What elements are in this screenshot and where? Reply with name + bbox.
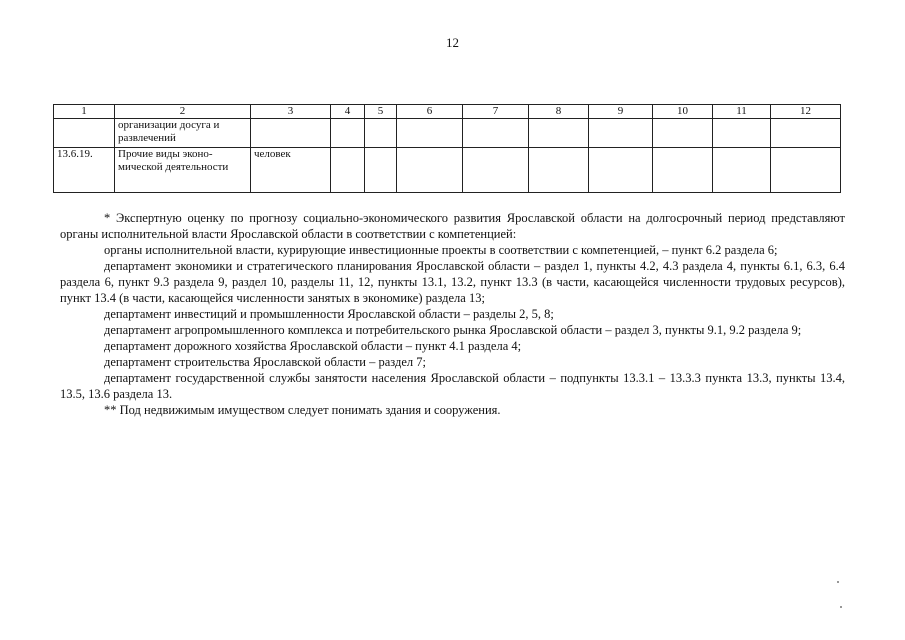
row-name: организации досуга и развлечений [115, 119, 251, 148]
table-cell [397, 148, 463, 193]
table-cell [589, 119, 653, 148]
table-cell [397, 119, 463, 148]
scan-speck [840, 606, 842, 608]
row-code [54, 119, 115, 148]
footnote-item: департамент инвестиций и промышленности Ярославской области – разделы 2, 5, 8; [104, 307, 554, 321]
table-cell [331, 148, 365, 193]
table-cell [463, 119, 529, 148]
page-number: 12 [446, 35, 459, 50]
table-cell [713, 148, 771, 193]
column-header: 5 [365, 105, 397, 119]
column-header: 2 [115, 105, 251, 119]
column-header: 7 [463, 105, 529, 119]
table-cell [463, 148, 529, 193]
data-table [53, 104, 841, 193]
table-cell [529, 119, 589, 148]
footnote-item: департамент дорожного хозяйства Ярославской области – пункт 4.1 раздела 4; [104, 339, 522, 353]
table-cell [365, 119, 397, 148]
footnote-expert-assessment: * Экспертную оценку по прогнозу социально-экономического развития Ярославской области на долгосрочный период представляют органы исполнительной власти Ярославской области в соответствии с компетенцией: [60, 211, 845, 241]
table-cell [713, 119, 771, 148]
row-unit: человек [251, 148, 331, 193]
column-header: 6 [397, 105, 463, 119]
table-header-row [54, 105, 841, 119]
table-cell [771, 119, 841, 148]
row-unit [251, 119, 331, 148]
table-cell [331, 119, 365, 148]
footnote-real-estate: ** Под недвижимым имуществом следует понимать здания и сооружения. [104, 403, 501, 417]
row-name: Прочие виды экономической деятельности [115, 148, 251, 193]
table-cell [653, 148, 713, 193]
footnotes [60, 210, 845, 418]
table-cell [589, 148, 653, 193]
column-header: 1 [54, 105, 115, 119]
footnote-item: департамент экономики и стратегического планирования Ярославской области – раздел 1, пункты 4.2, 4.3 раздела 4, пункты 6.1, 6.3, 6.4 раздела 6, пункт 9.3 раздела 9, раздел 10, разделы 11, 12, пункты 13.1, 13.2, пункт 13.3 (в части, касающейся численности трудовых ресурсов), пункт 13.4 (в части, касающейся численности занятых в экономике) раздела 13; [60, 259, 845, 305]
table-cell [771, 148, 841, 193]
column-header: 12 [771, 105, 841, 119]
table-row [54, 148, 841, 193]
column-header: 10 [653, 105, 713, 119]
column-header: 8 [529, 105, 589, 119]
column-header: 11 [713, 105, 771, 119]
table-cell [365, 148, 397, 193]
table-cell [653, 119, 713, 148]
column-header: 3 [251, 105, 331, 119]
footnote-item: органы исполнительной власти, курирующие инвестиционные проекты в соответствии с компетенцией, – пункт 6.2 раздела 6; [104, 243, 778, 257]
footnote-item: департамент государственной службы занятости населения Ярославской области – подпункты 13.3.1 – 13.3.3 пункта 13.3, пункты 13.4, 13.5, 13.6 раздела 13. [60, 371, 845, 401]
scan-speck [837, 581, 839, 583]
column-header: 4 [331, 105, 365, 119]
table-cell [529, 148, 589, 193]
column-header: 9 [589, 105, 653, 119]
footnote-item: департамент строительства Ярославской области – раздел 7; [104, 355, 427, 369]
table-row [54, 119, 841, 148]
row-code: 13.6.19. [54, 148, 115, 193]
footnote-item: департамент агропромышленного комплекса и потребительского рынка Ярославской области – раздел 3, пункты 9.1, 9.2 раздела 9; [104, 323, 802, 337]
